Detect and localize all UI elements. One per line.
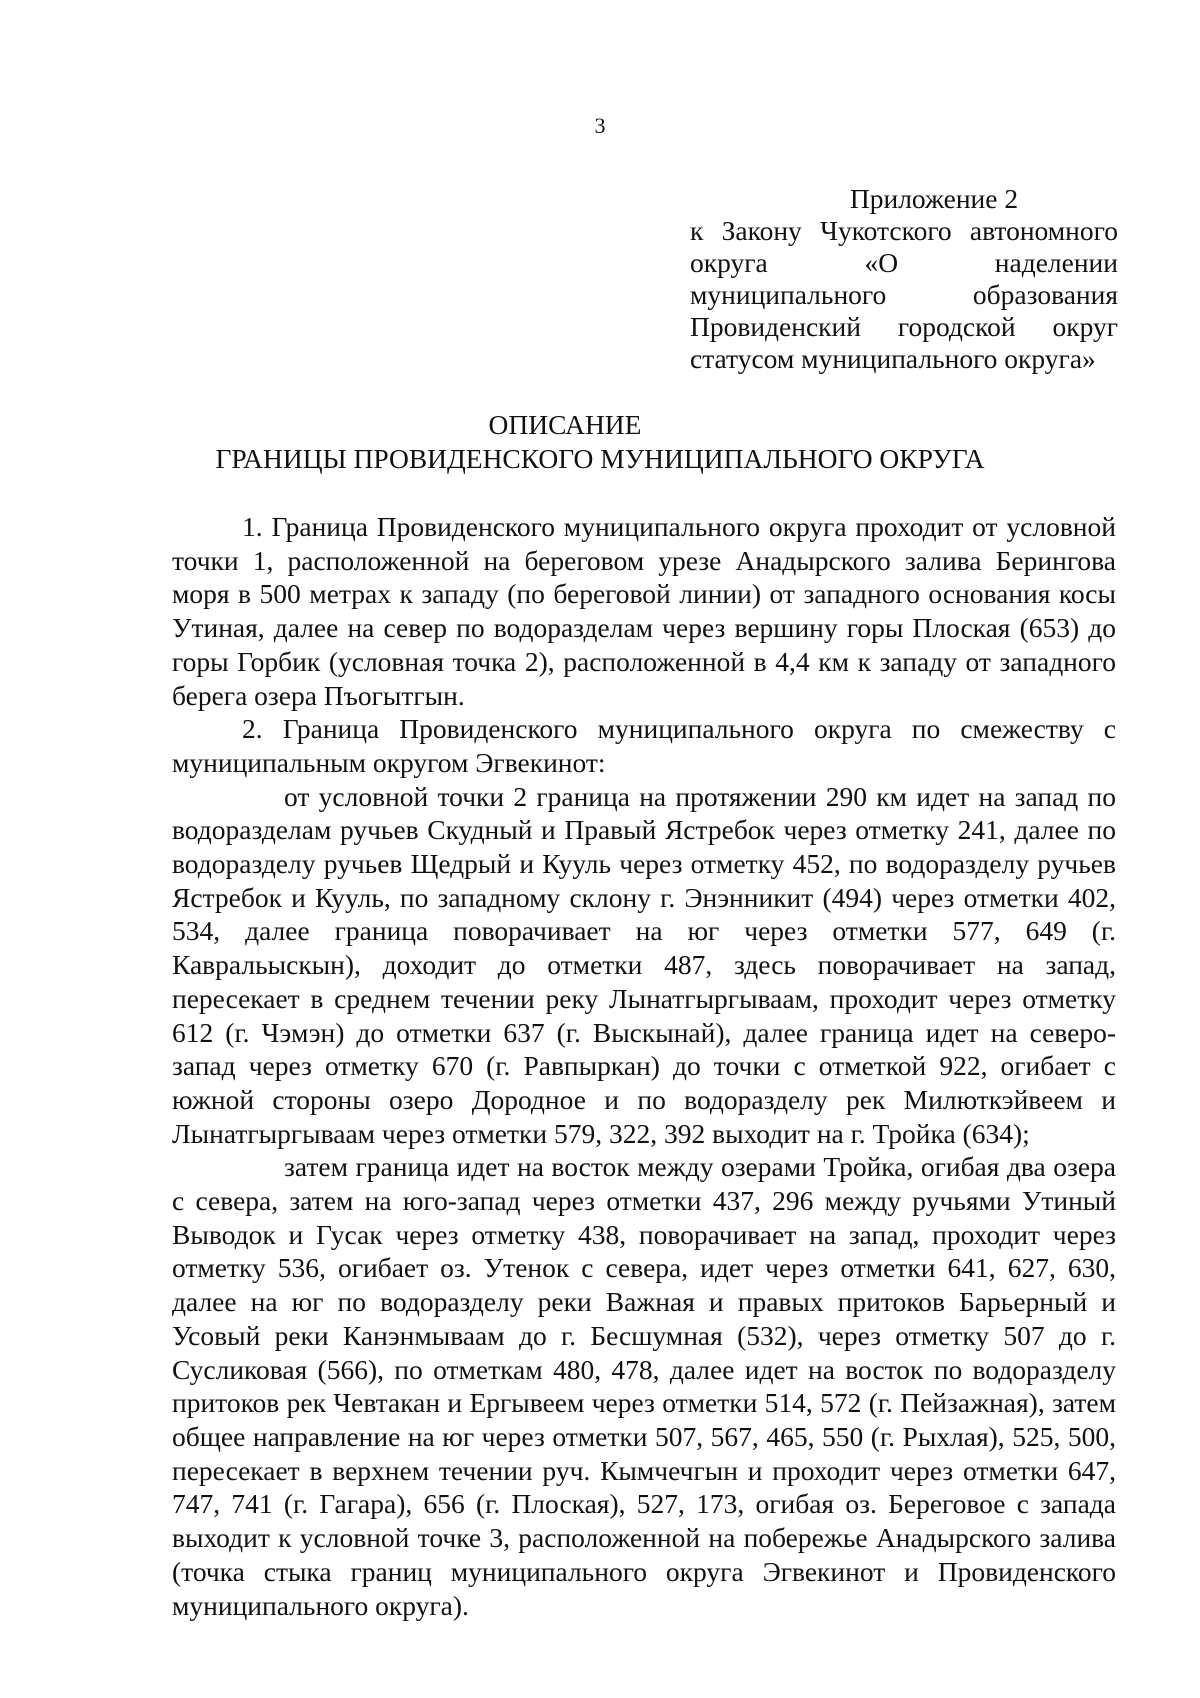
appendix-header xyxy=(690,183,1118,375)
appendix-line: округа «О наделении xyxy=(690,247,1118,278)
document-body xyxy=(172,510,1116,1622)
appendix-title: Приложение 2 xyxy=(849,183,1019,214)
heading-title: ОПИСАНИЕ xyxy=(488,409,642,440)
appendix-line: Провиденский городской округ xyxy=(690,311,1118,342)
paragraph-2: 2. Граница Провиденского муниципального округа по смежеству с муниципальным округом Эгвекинот: xyxy=(172,713,1116,778)
heading-subtitle: ГРАНИЦЫ ПРОВИДЕНСКОГО МУНИЦИПАЛЬНОГО ОКРУГА xyxy=(215,443,985,474)
paragraph-1: 1. Граница Провиденского муниципального округа проходит от условной точки 1, расположенной на береговом урезе Анадырского залива Берингова моря в 500 метрах к западу (по береговой линии) от западного основания косы Утиная, далее на север по водоразделам через вершину горы Плоская (653) до горы Горбик (условная точка 2), расположенной в 4,4 км к западу от западного берега озера Пъогытгын. xyxy=(172,511,1116,711)
appendix-line: статусом муниципального округа» xyxy=(690,343,1096,374)
paragraph-3: от условной точки 2 граница на протяжении 290 км идет на запад по водоразделам ручьев Скудный и Правый Ястребок через отметку 241, далее по водоразделу ручьев Щедрый и Кууль через отметку 452, по водоразделу ручьев Ястребок и Кууль, по западному склону г. Энэнникит (494) через отметки 402, 534, далее граница поворачивает на юг через отметки 577, 649 (г. Кавральыскын), доходит до отметки 487, здесь поворачивает на запад, пересекает в среднем течении реку Лынатгыргываам, проходит через отметку 612 (г. Чэмэн) до отметки 637 (г. Выскынай), далее граница идет на северо-запад через отметку 670 (г. Равпыркан) до точки с отметкой 922, огибает с южной стороны озеро Дородное и по водоразделу рек Милюткэйвеем и Лынатгыргываам через отметки 579, 322, 392 выходит на г. Тройка (634); xyxy=(172,780,1116,1149)
appendix-line: муниципального образования xyxy=(690,279,1118,310)
page-number: 3 xyxy=(594,113,606,138)
appendix-line: к Закону Чукотского автономного xyxy=(690,215,1118,246)
document-heading xyxy=(0,408,1200,476)
paragraph-4: затем граница идет на восток между озерами Тройка, огибая два озера с севера, затем на юго-запад через отметки 437, 296 между ручьями Утиный Выводок и Гусак через отметку 438, поворачивает на запад, проходит через отметку 536, огибает оз. Утенок с севера, идет через отметки 641, 627, 630, далее на юг по водоразделу реки Важная и правых притоков Барьерный и Усовый реки Канэнмываам до г. Бесшумная (532), через отметку 507 до г. Сусликовая (566), по отметкам 480, 478, далее идет на восток по водоразделу притоков рек Чевтакан и Ергывеем через отметки 514, 572 (г. Пейзажная), затем общее направление на юг через отметки 507, 567, 465, 550 (г. Рыхлая), 525, 500, пересекает в верхнем течении руч. Кымчечгын и проходит через отметки 647, 747, 741 (г. Гагара), 656 (г. Плоская), 527, 173, огибая оз. Береговое с запада выходит к условной точке 3, расположенной на побережье Анадырского залива (точка стыка границ муниципального округа Эгвекинот и Провиденского муниципального округа). xyxy=(172,1151,1116,1621)
